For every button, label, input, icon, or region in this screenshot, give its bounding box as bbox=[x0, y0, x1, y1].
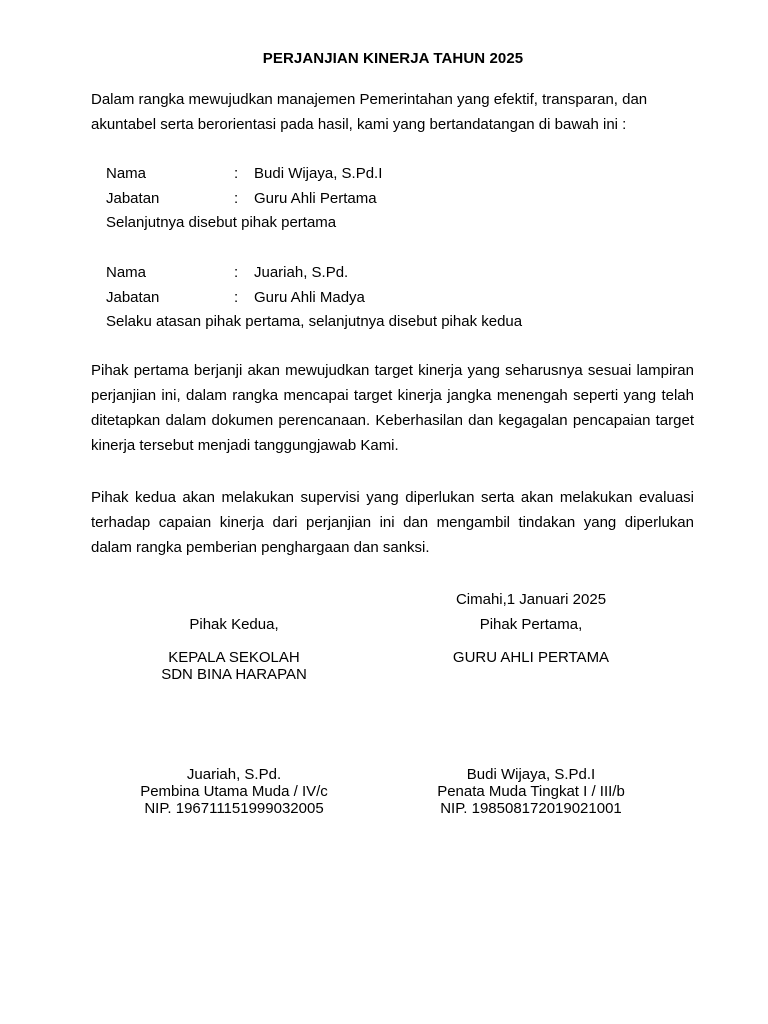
first-party-position-colon: : bbox=[234, 190, 239, 207]
supervision-paragraph: Pihak kedua akan melakukan supervisi yang diperlukan serta akan melakukan evaluasi terhadap capaian kinerja dari perjanjian ini dan mengambil tindakan yang diperlukan dalam rangka pemberian penghargaan dan sanksi. bbox=[91, 489, 694, 556]
left-signatory-rank: Pembina Utama Muda / IV/c bbox=[140, 783, 328, 800]
first-party-note: Selanjutnya disebut pihak pertama bbox=[106, 214, 337, 231]
place-date: Cimahi,1 Januari 2025 bbox=[455, 591, 607, 608]
right-signatory-nip: NIP. 198508172019021001 bbox=[440, 800, 622, 817]
first-party-name-value: Budi Wijaya, S.Pd.I bbox=[254, 165, 383, 182]
second-party-position-colon: : bbox=[234, 289, 239, 306]
first-party-name-label: Nama bbox=[106, 165, 147, 182]
left-signature-role-2: SDN BINA HARAPAN bbox=[161, 666, 307, 683]
left-signature-role-1: KEPALA SEKOLAH bbox=[168, 649, 300, 666]
document-title: PERJANJIAN KINERJA TAHUN 2025 bbox=[262, 50, 524, 67]
right-signature-heading: Pihak Pertama, bbox=[479, 616, 583, 633]
intro-paragraph: Dalam rangka mewujudkan manajemen Pemerintahan yang efektif, transparan, dan akuntabel serta berorientasi pada hasil, kami yang bertandatangan di bawah ini : bbox=[91, 91, 648, 133]
left-signatory-name: Juariah, S.Pd. bbox=[186, 766, 282, 783]
second-party-name-value: Juariah, S.Pd. bbox=[254, 264, 349, 281]
left-signature-heading: Pihak Kedua, bbox=[189, 616, 279, 633]
second-party-name-colon: : bbox=[234, 264, 239, 281]
second-party-note: Selaku atasan pihak pertama, selanjutnya disebut pihak kedua bbox=[106, 313, 523, 330]
left-signatory-nip: NIP. 196711151999032005 bbox=[144, 800, 324, 817]
first-party-position-value: Guru Ahli Pertama bbox=[254, 190, 377, 207]
first-party-name-colon: : bbox=[234, 165, 239, 182]
second-party-position-label: Jabatan bbox=[106, 289, 160, 306]
first-party-position-label: Jabatan bbox=[106, 190, 160, 207]
second-party-position-value: Guru Ahli Madya bbox=[254, 289, 365, 306]
second-party-name-label: Nama bbox=[106, 264, 147, 281]
commitment-paragraph: Pihak pertama berjanji akan mewujudkan target kinerja yang seharusnya sesuai lampiran perjanjian ini, dalam rangka mencapai target kinerja jangka menengah seperti yang telah ditetapkan dalam dokumen perencanaan. Keberhasilan dan kegagalan pencapaian target kinerja tersebut menjadi tanggungjawab Kami. bbox=[91, 362, 694, 454]
right-signatory-name: Budi Wijaya, S.Pd.I bbox=[466, 766, 596, 783]
right-signature-role-1: GURU AHLI PERTAMA bbox=[452, 649, 610, 666]
right-signatory-rank: Penata Muda Tingkat I / III/b bbox=[437, 783, 625, 800]
